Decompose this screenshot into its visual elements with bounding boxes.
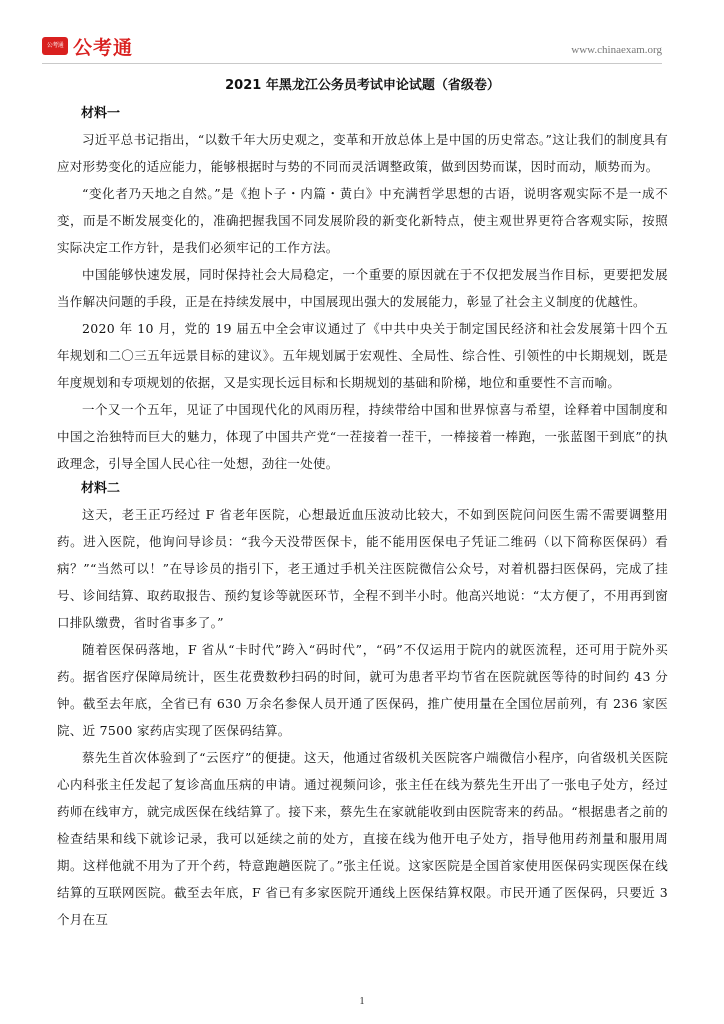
header-divider (42, 63, 662, 64)
paragraph: “变化者乃天地之自然。”是《抱卜子・内篇・黄白》中充满哲学思想的古语，说明客观实际不是一成不变，而是不断发展变化的，准确把握我国不同发展阶段的新变化新特点，使主观世界更符合客观实际，按照实际决定工作方针，是我们必须牢记的工作方法。 (57, 186, 668, 255)
logo-badge-icon: 公考通 (42, 37, 68, 55)
paragraph: 中国能够快速发展，同时保持社会大局稳定，一个重要的原因就在于不仅把发展当作目标，更要把发展当作解决问题的手段，正是在持续发展中，中国展现出强大的发展能力，彰显了社会主义制度的优越性。 (57, 267, 668, 309)
paragraph: 习近平总书记指出，“以数千年大历史观之，变革和开放总体上是中国的历史常态。”这让我们的制度具有应对形势变化的适应能力，能够根据时与势的不同而灵活调整政策，做到因势而谋，因时而动，顺势而为。 (57, 132, 668, 174)
paragraph: 一个又一个五年，见证了中国现代化的风雨历程，持续带给中国和世界惊喜与希望，诠释着中国制度和中国之治独特而巨大的魅力，体现了中国共产党“一茬接着一茬干，一棒接着一棒跑，一张蓝图干到底”的执政理念，引导全国人民心往一处想，劲往一处使。 (57, 402, 668, 471)
page-header (42, 34, 662, 62)
document-title: 2021 年黑龙江公务员考试申论试题（省级卷） (225, 78, 500, 93)
document-body (57, 74, 668, 933)
paragraph: 这天，老王正巧经过 F 省老年医院，心想最近血压波动比较大，不如到医院问问医生需不需要调整用药。进入医院，他询问导诊员：“我今天没带医保卡，能不能用医保电子凭证二维码（以下简称医保码）看病？”“当然可以！”在导诊员的指引下，老王通过手机关注医院微信公众号，对着机器扫医保码，完成了挂号、诊间结算、取药取报告、预约复诊等就医环节，全程不到半小时。他高兴地说：“太方便了，不用再到窗口排队缴费，省时省事多了。” (57, 507, 668, 630)
paragraph: 随着医保码落地，F 省从“卡时代”跨入“码时代”，“码”不仅运用于院内的就医流程，还可用于院外买药。据省医疗保障局统计，医生花费数秒扫码的时间，就可为患者平均节省在医院就医等待的时间约 43 分钟。截至去年底，全省已有 630 万余名参保人员开通了医保码，推广使用量在全国位居前列，有 236 家医院、近 7500 家药店实现了医保码结算。 (57, 642, 668, 738)
section-heading: 材料二 (81, 481, 121, 496)
section-heading: 材料一 (81, 106, 121, 121)
site-url: www.chinaexam.org (571, 44, 662, 56)
page-number: 1 (359, 996, 365, 1007)
brand-logo (42, 34, 133, 58)
paragraph: 2020 年 10 月，党的 19 届五中全会审议通过了《中共中央关于制定国民经济和社会发展第十四个五年规划和二〇三五年远景目标的建议》。五年规划属于宏观性、全局性、综合性、引领性的中长期规划，既是年度规划和专项规划的依据，又是实现长远目标和长期规划的基础和阶梯，地位和重要性不言而喻。 (57, 321, 668, 390)
logo-text: 公考通 (73, 36, 134, 59)
paragraph: 蔡先生首次体验到了“云医疗”的便捷。这天，他通过省级机关医院客户端微信小程序，向省级机关医院心内科张主任发起了复诊高血压病的申请。通过视频问诊，张主任在线为蔡先生开出了一张电子处方，经过药师在线审方，就完成医保在线结算了。接下来，蔡先生在家就能收到由医院寄来的药品。“根据患者之前的检查结果和线下就诊记录，我可以延续之前的处方，直接在线为他开电子处方，指导他用药剂量和服用周期。这样他就不用为了开个药，特意跑趟医院了。”张主任说。这家医院是全国首家使用医保码实现医保在线结算的互联网医院。截至去年底，F 省已有多家医院开通线上医保结算权限。市民开通了医保码，只要近 3 个月在互 (57, 750, 668, 927)
